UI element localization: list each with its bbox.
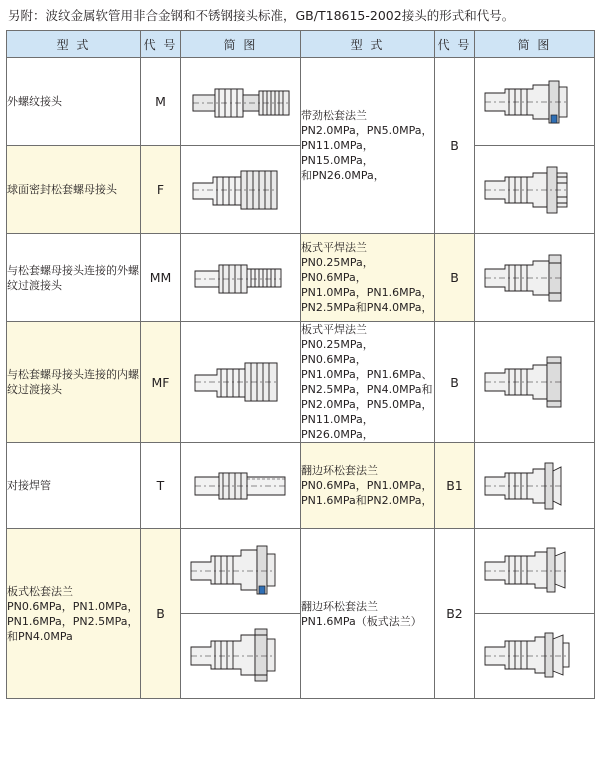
row-code-M: M bbox=[141, 58, 181, 146]
figure-plate-loose-flange-1 bbox=[181, 529, 301, 614]
figure-lap-joint-flange-2-top bbox=[475, 529, 595, 614]
row-type-M: 外螺纹接头 bbox=[7, 58, 141, 146]
header-code-right: 代 号 bbox=[435, 31, 475, 58]
row-type-MF: 与松套螺母接头连接的内螺纹过渡接头 bbox=[7, 322, 141, 443]
table-header-row bbox=[7, 31, 595, 58]
row-code-ribbed-loose-flange: B bbox=[435, 58, 475, 234]
row-code-lap-joint-flange-1: B1 bbox=[435, 443, 475, 529]
figure-plate-loose-flange-2 bbox=[181, 614, 301, 699]
row-type-lap-joint-flange-2: 翻边环松套法兰 PN1.6MPa（板式法兰） bbox=[301, 529, 435, 699]
row-type-plate-flat-weld-flange-2: 板式平焊法兰 PN0.25MPa，PN0.6MPa， PN1.0MPa，PN1.6MPa、 PN2.5MPa，PN4.0MPa和 PN2.0MPa，PN5.0MPa， PN11.0MPa，PN26.0MPa， bbox=[301, 322, 435, 443]
row-type-plate-loose-flange: 板式松套法兰 PN0.6MPa，PN1.0MPa， PN1.6MPa，PN2.5MPa， 和PN4.0MPa bbox=[7, 529, 141, 699]
figure-plate-flat-weld-flange-2 bbox=[475, 322, 595, 443]
row-code-lap-joint-flange-2: B2 bbox=[435, 529, 475, 699]
header-code-left: 代 号 bbox=[141, 31, 181, 58]
row-code-plate-flat-weld-flange-1: B bbox=[435, 234, 475, 322]
row-type-F: 球面密封松套螺母接头 bbox=[7, 146, 141, 234]
header-type-right: 型 式 bbox=[301, 31, 435, 58]
row-type-lap-joint-flange-1: 翻边环松套法兰 PN0.6MPa，PN1.0MPa， PN1.6MPa和PN2.0MPa， bbox=[301, 443, 435, 529]
row-code-MF: MF bbox=[141, 322, 181, 443]
header-type-left: 型 式 bbox=[7, 31, 141, 58]
table-row bbox=[7, 529, 595, 614]
table-row bbox=[7, 443, 595, 529]
row-code-T: T bbox=[141, 443, 181, 529]
figure-plate-flat-weld-flange-1 bbox=[475, 234, 595, 322]
figure-female-transition-fitting bbox=[181, 322, 301, 443]
table-row bbox=[7, 58, 595, 146]
row-type-MM: 与松套螺母接头连接的外螺纹过渡接头 bbox=[7, 234, 141, 322]
figure-ribbed-loose-flange-1 bbox=[475, 58, 595, 146]
page-title: 另附：波纹金属软管用非合金钢和不锈钢接头标准，GB/T18615-2002接头的形式和代号。 bbox=[8, 8, 515, 23]
figure-lap-joint-flange-1 bbox=[475, 443, 595, 529]
figure-lap-joint-flange-2-bottom bbox=[475, 614, 595, 699]
figure-spherical-seal-union-nut bbox=[181, 146, 301, 234]
header-figure-left: 简 图 bbox=[181, 31, 301, 58]
figure-butt-weld-pipe bbox=[181, 443, 301, 529]
row-type-ribbed-loose-flange: 带劲松套法兰 PN2.0MPa，PN5.0MPa， PN11.0MPa，PN15.0MPa， 和PN26.0MPa， bbox=[301, 58, 435, 234]
figure-male-thread-fitting bbox=[181, 58, 301, 146]
fittings-table bbox=[6, 30, 595, 699]
figure-ribbed-loose-flange-2 bbox=[475, 146, 595, 234]
row-code-MM: MM bbox=[141, 234, 181, 322]
row-type-T: 对接焊管 bbox=[7, 443, 141, 529]
table-row bbox=[7, 234, 595, 322]
row-code-plate-flat-weld-flange-2: B bbox=[435, 322, 475, 443]
figure-male-transition-fitting bbox=[181, 234, 301, 322]
row-code-plate-loose-flange: B bbox=[141, 529, 181, 699]
row-code-F: F bbox=[141, 146, 181, 234]
table-row bbox=[7, 322, 595, 443]
header-figure-right: 简 图 bbox=[475, 31, 595, 58]
row-type-plate-flat-weld-flange-1: 板式平焊法兰 PN0.25MPa，PN0.6MPa， PN1.0MPa，PN1.6MPa， PN2.5MPa和PN4.0MPa， bbox=[301, 234, 435, 322]
